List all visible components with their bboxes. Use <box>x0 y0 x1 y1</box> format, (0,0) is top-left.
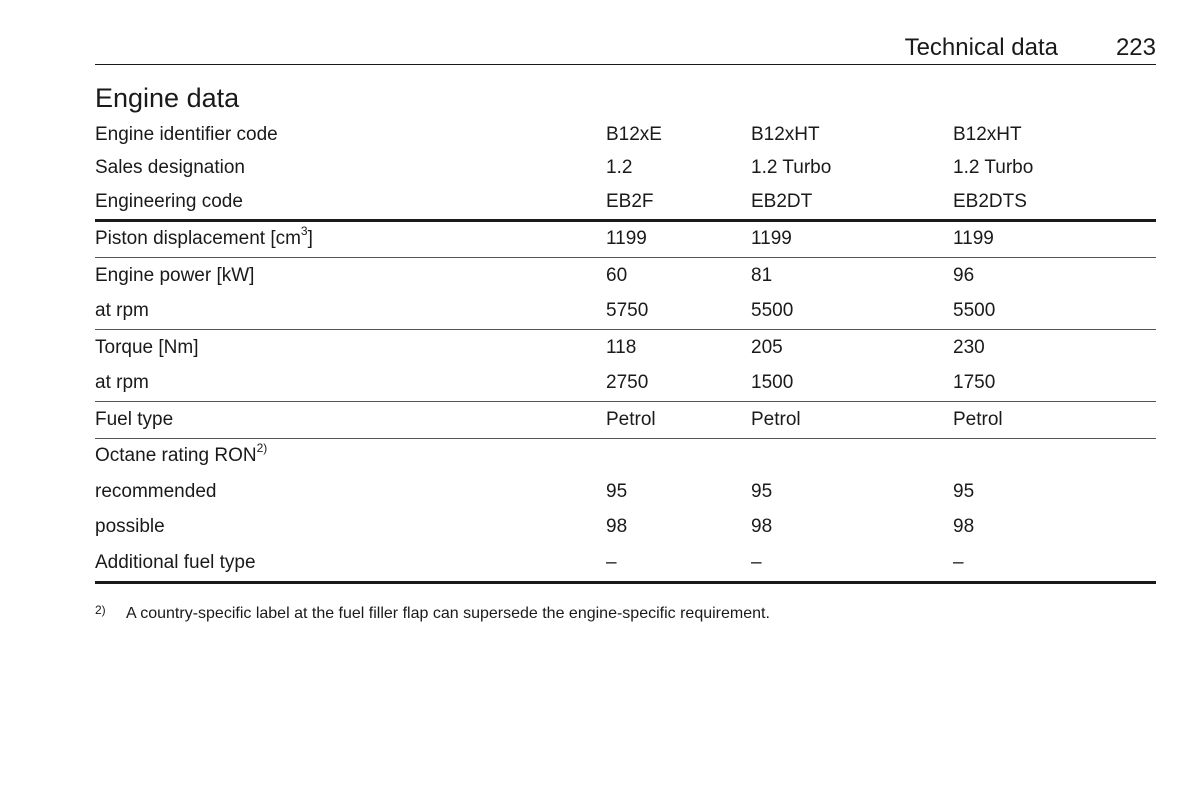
row-label: possible <box>95 516 165 538</box>
row-label: Fuel type <box>95 402 606 439</box>
footnote-text: A country-specific label at the fuel filler flap can supersede the engine-specific requirement. <box>126 605 770 622</box>
engine-data-table <box>95 118 1156 584</box>
page-title: Engine data <box>95 83 240 113</box>
cell: B12xE <box>606 123 662 145</box>
cell: 1.2 Turbo <box>751 157 832 179</box>
row-label: Engine identifier code <box>95 123 278 145</box>
cell: 95 <box>953 480 975 502</box>
cell: 1750 <box>953 366 1156 402</box>
row-label <box>95 220 606 258</box>
cell: Petrol <box>751 402 953 439</box>
row-label: recommended <box>95 480 217 502</box>
row-label: Engine power [kW] <box>95 264 255 286</box>
table-row-engine-power <box>95 258 1156 294</box>
label-text-end: ] <box>307 228 313 250</box>
cell: 98 <box>953 516 975 538</box>
row-label: Sales designation <box>95 157 245 179</box>
cell: 5500 <box>751 294 953 330</box>
cell: 5750 <box>606 294 751 330</box>
cell: – <box>606 545 751 582</box>
footnote-reference: 2) <box>256 440 268 455</box>
cell: 5500 <box>953 294 1156 330</box>
cell: Petrol <box>953 402 1156 439</box>
section-title: Technical data <box>904 34 1058 61</box>
cell: EB2DT <box>751 185 953 220</box>
table-row-displacement <box>95 220 1156 258</box>
cell <box>751 438 953 474</box>
row-label <box>95 438 606 474</box>
cell: 1199 <box>953 220 1156 258</box>
page-header <box>95 30 1156 65</box>
footnote <box>95 604 770 624</box>
cell: 2750 <box>606 366 751 402</box>
cell: 98 <box>606 516 628 538</box>
cell: B12xHT <box>751 123 820 145</box>
cell: EB2F <box>606 185 751 220</box>
cell: – <box>953 545 1156 582</box>
cell: 95 <box>751 480 773 502</box>
cell <box>953 438 1156 474</box>
row-label: at rpm <box>95 366 606 402</box>
cell: 1.2 <box>606 157 633 179</box>
cell: 96 <box>953 264 975 286</box>
table-row-octane-recommended <box>95 474 1156 510</box>
footnote-marker: 2) <box>95 603 106 617</box>
table-row-fuel-type <box>95 402 1156 439</box>
cell: EB2DTS <box>953 185 1156 220</box>
cell: 1199 <box>751 220 953 258</box>
table-row-octane-possible <box>95 510 1156 546</box>
cell: 1199 <box>606 220 751 258</box>
table-row-engine-identifier <box>95 118 1156 152</box>
table-row-octane-rating <box>95 438 1156 474</box>
cell: 95 <box>606 480 628 502</box>
table-row-torque <box>95 330 1156 366</box>
cell: 230 <box>953 336 985 358</box>
row-label: Torque [Nm] <box>95 336 199 358</box>
cell: 1.2 Turbo <box>953 157 1034 179</box>
cell: B12xHT <box>953 123 1022 145</box>
table-row-additional-fuel-type <box>95 545 1156 582</box>
cell: 1500 <box>751 366 953 402</box>
cell: 60 <box>606 264 628 286</box>
cell: 118 <box>606 336 637 358</box>
table-row-sales-designation <box>95 152 1156 186</box>
label-text: Piston displacement [cm <box>95 228 301 250</box>
cell: 205 <box>751 336 783 358</box>
table-row-power-rpm <box>95 294 1156 330</box>
table-row-torque-rpm <box>95 366 1156 402</box>
row-label: Additional fuel type <box>95 545 606 582</box>
cell <box>606 438 751 474</box>
cell: – <box>751 545 953 582</box>
superscript: 3 <box>300 223 308 238</box>
cell: Petrol <box>606 402 751 439</box>
cell: 98 <box>751 516 773 538</box>
cell: 81 <box>751 264 773 286</box>
table-row-engineering-code <box>95 185 1156 220</box>
page-number: 223 <box>1115 34 1156 61</box>
row-label: at rpm <box>95 294 606 330</box>
row-label: Engineering code <box>95 185 606 220</box>
label-text: Octane rating RON <box>95 445 257 467</box>
